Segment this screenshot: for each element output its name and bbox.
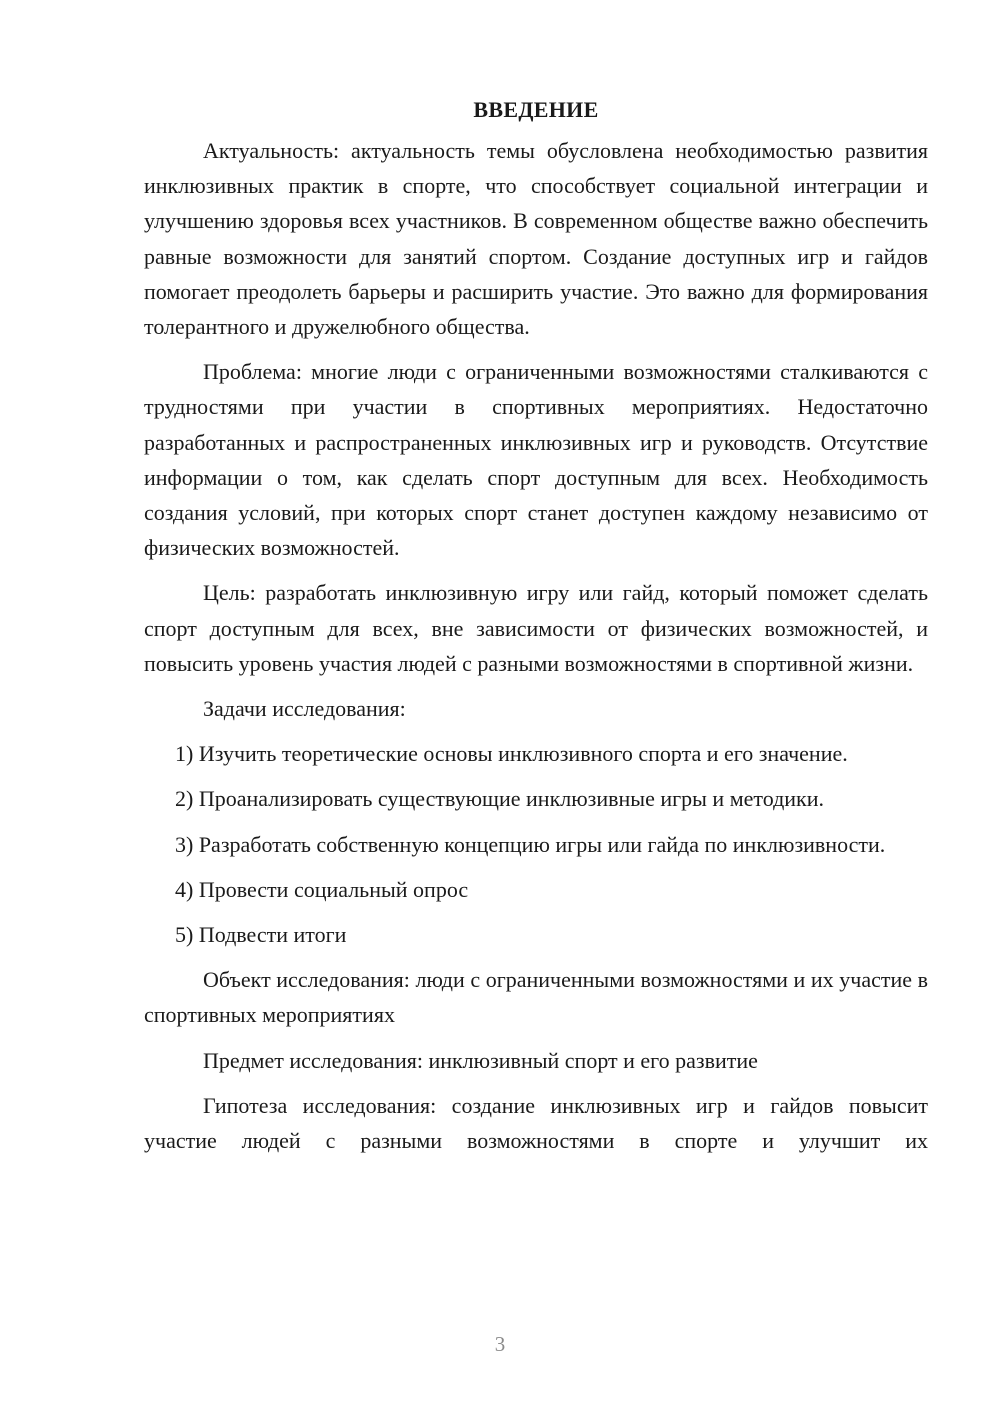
task-item-5: 5) Подвести итоги — [175, 922, 347, 948]
hypothesis-paragraph: Гипотеза исследования: создание инклюзивных игр и гайдов повысит участие людей с разными возможностями в спорте и улучшит их — [144, 1092, 928, 1154]
goal-paragraph: Цель: разработать инклюзивную игру или гайд, который поможет сделать спорт доступным для всех, вне зависимости от физических возможностей, и повысить уровень участия людей с разными возможностями в спортивной жизни. — [144, 580, 928, 676]
relevance-paragraph: Актуальность: актуальность темы обусловлена необходимостью развития инклюзивных практик в спорте, что способствует социальной интеграции и улучшению здоровья всех участников. В современном обществе важно обеспечить равные возможности для занятий спортом. Создание доступных игр и гайдов помогает преодолеть барьеры и расширить участие. Это важно для формирования толерантного и дружелюбного общества. — [144, 138, 928, 340]
page-number: 3 — [494, 1332, 506, 1356]
task-item-3: 3) Разработать собственную концепцию игры или гайда по инклюзивности. — [175, 831, 886, 857]
task-item-2: 2) Проанализировать существующие инклюзивные игры и методики. — [175, 786, 824, 812]
problem-paragraph: Проблема: многие люди с ограниченными возможностями сталкиваются с трудностями при участии в спортивных мероприятиях. Недостаточно разработанных и распространенных инклюзивных игр и руководств. Отсутствие информации о том, как сделать спорт доступным для всех. Необходимость создания условий, при которых спорт станет доступен каждому независимо от физических возможностей. — [144, 359, 928, 561]
task-item-4: 4) Провести социальный опрос — [175, 876, 469, 902]
document-body — [144, 92, 928, 1168]
tasks-title: Задачи исследования: — [203, 696, 406, 722]
object-paragraph: Объект исследования: люди с ограниченными возможностями и их участие в спортивных мероприятиях — [144, 967, 928, 1028]
section-heading: ВВЕДЕНИЕ — [473, 97, 599, 122]
task-item-1: 1) Изучить теоретические основы инклюзивного спорта и его значение. — [175, 741, 848, 767]
subject-paragraph: Предмет исследования: инклюзивный спорт и его развитие — [203, 1047, 758, 1073]
